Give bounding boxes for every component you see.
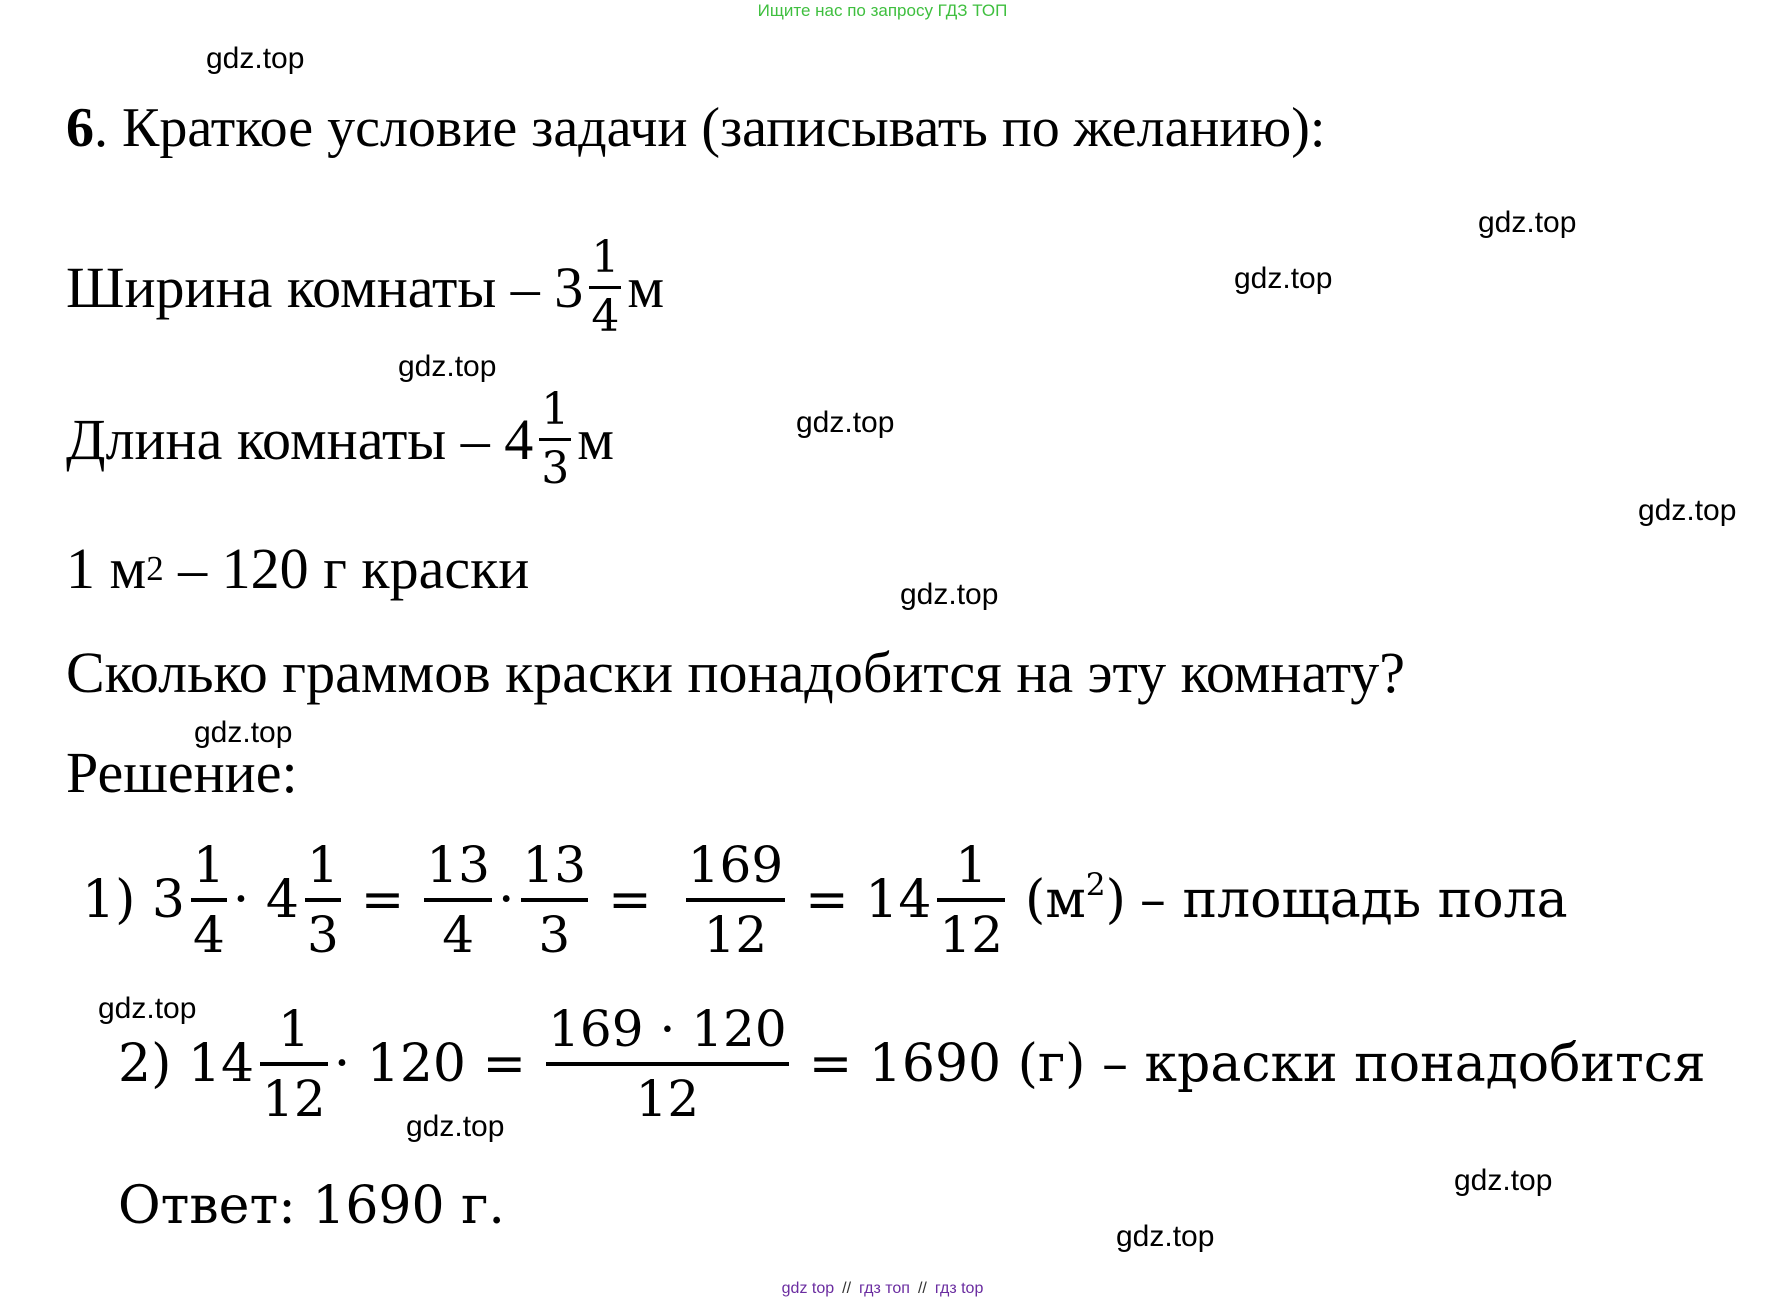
fraction-numerator: 1 [541, 384, 570, 435]
watermark: gdz.top [1234, 262, 1333, 295]
fraction-denominator: 12 [262, 1070, 326, 1128]
watermark: gdz.top [1454, 1164, 1553, 1197]
step1-equals-2: = [608, 870, 652, 930]
task-title: . Краткое условие задачи (записывать по желанию): [94, 97, 1326, 159]
fraction-bar [589, 286, 621, 289]
width-unit: м [627, 254, 665, 320]
step1-fraction-1 [191, 836, 227, 964]
watermark: gdz.top [406, 1110, 505, 1143]
watermark: gdz.top [796, 406, 895, 439]
length-fraction [539, 384, 571, 494]
width-fraction [589, 232, 621, 342]
footer [0, 1280, 1765, 1298]
watermark: gdz.top [206, 42, 305, 75]
condition-length [66, 384, 614, 494]
step2-fraction-2 [546, 1000, 789, 1128]
step1-description: – площадь пола [1139, 870, 1568, 930]
step1-fraction-3 [424, 836, 492, 964]
task-number: 6 [66, 97, 94, 159]
step2-fraction-1 [260, 1000, 328, 1128]
step2-times: · 120 = [333, 1034, 527, 1094]
watermark: gdz.top [98, 992, 197, 1025]
width-label: Ширина комнаты – 3 [66, 254, 584, 320]
fraction-numerator: 1 [192, 836, 225, 894]
fraction-denominator: 4 [192, 906, 225, 964]
task-heading [66, 97, 1326, 159]
footer-link[interactable]: gdz top [781, 1280, 835, 1297]
fraction-bar [539, 438, 571, 441]
fraction-denominator: 12 [939, 906, 1004, 964]
watermark: gdz.top [1116, 1220, 1215, 1253]
condition-paint: 1 м 2 – 120 г краски [66, 536, 530, 601]
fraction-bar [260, 1062, 328, 1066]
question: Сколько граммов краски понадобится на эту комнату? [66, 640, 1406, 705]
step1-fraction-6 [937, 836, 1005, 964]
step1-times-2: · [497, 870, 515, 930]
fraction-numerator: 169 · 120 [548, 1000, 787, 1058]
fraction-bar [546, 1062, 789, 1066]
fraction-denominator: 3 [306, 906, 339, 964]
length-unit: м [577, 406, 614, 472]
step1-equals-1: = [360, 870, 405, 930]
footer-link[interactable]: гдз top [934, 1280, 984, 1297]
answer: Ответ: 1690 г. [118, 1176, 505, 1236]
fraction-bar [305, 898, 341, 902]
fraction-numerator: 1 [277, 1000, 310, 1058]
fraction-bar [521, 898, 589, 902]
fraction-denominator: 4 [591, 291, 620, 342]
footer-separator: // [917, 1280, 927, 1297]
fraction-denominator: 3 [541, 443, 570, 494]
fraction-bar [937, 898, 1005, 902]
fraction-bar [191, 898, 227, 902]
step1-times-1: · 4 [232, 870, 299, 930]
condition-width [66, 232, 665, 342]
watermark: gdz.top [194, 716, 293, 749]
fraction-denominator: 12 [703, 906, 768, 964]
step2-result: = 1690 (г) – краски понадобится [808, 1034, 1706, 1094]
top-banner: Ищите нас по запросу ГДЗ ТОП [757, 1, 1008, 20]
fraction-bar [686, 898, 785, 902]
paint-post: – 120 г краски [178, 536, 530, 601]
footer-separator: // [842, 1280, 852, 1297]
fraction-numerator: 1 [591, 232, 620, 283]
watermark: gdz.top [900, 578, 999, 611]
length-label: Длина комнаты – 4 [66, 406, 534, 472]
step1-unit: $(м^2)$ [1025, 867, 1126, 930]
paint-pre: 1 м [66, 536, 147, 601]
watermark: gdz.top [398, 350, 497, 383]
step2-prefix: 2) 14 [118, 1034, 255, 1094]
solution-step-1 [82, 836, 1568, 964]
footer-link[interactable]: гдз топ [859, 1280, 910, 1297]
fraction-denominator: 12 [635, 1070, 700, 1128]
fraction-bar [424, 898, 492, 902]
fraction-denominator: 3 [538, 906, 571, 964]
fraction-numerator: 13 [522, 836, 587, 894]
step1-fraction-5 [686, 836, 785, 964]
solution-label: Решение: [66, 740, 298, 805]
fraction-numerator: 1 [955, 836, 988, 894]
step1-fraction-2 [305, 836, 341, 964]
fraction-numerator: 1 [306, 836, 339, 894]
fraction-numerator: 169 [687, 836, 784, 894]
step1-equals-3: = 14 [805, 870, 932, 930]
watermark: gdz.top [1478, 206, 1577, 239]
step1-prefix: 1) 3 [82, 870, 185, 930]
fraction-denominator: 4 [442, 906, 475, 964]
step1-fraction-4 [521, 836, 589, 964]
watermark: gdz.top [1638, 494, 1737, 527]
fraction-numerator: 13 [426, 836, 490, 894]
